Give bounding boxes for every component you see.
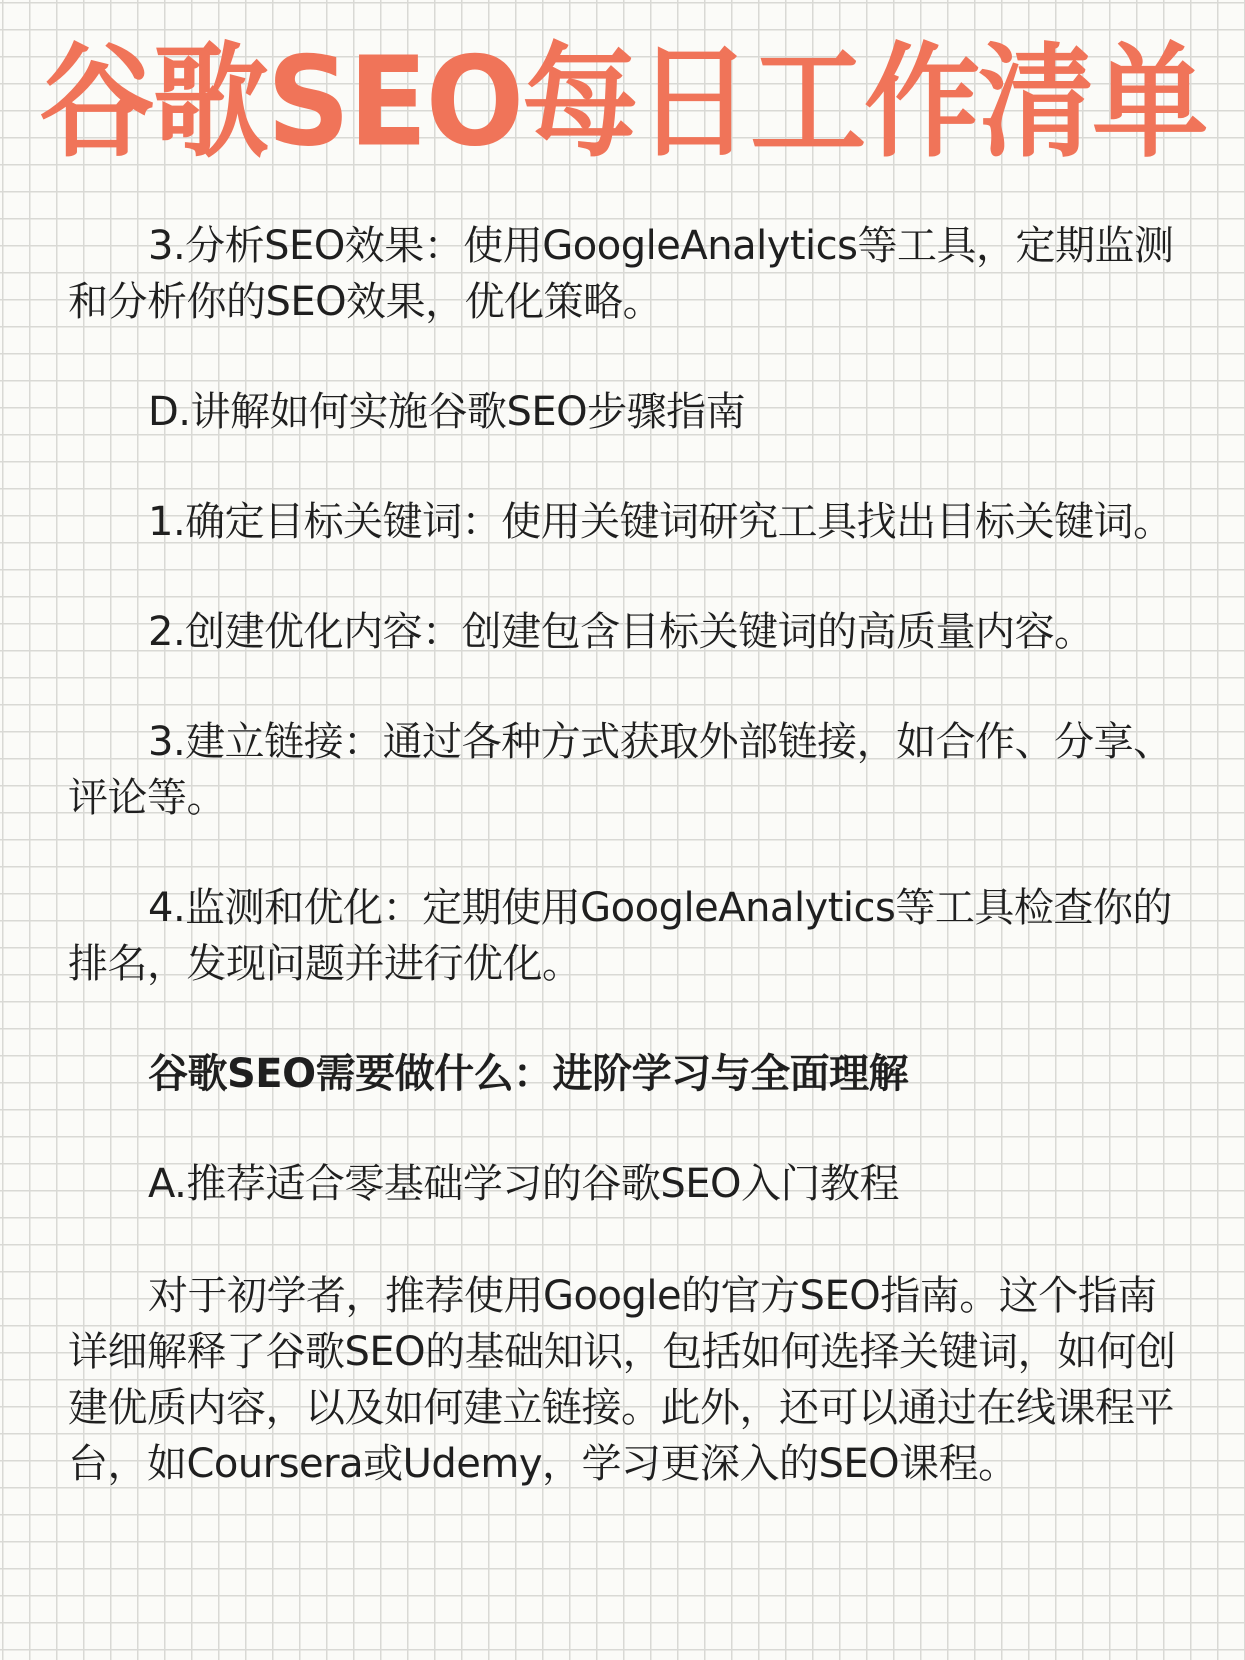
paragraph-analyze-seo: 3.分析SEO效果：使用GoogleAnalytics等工具，定期监测和分析你的SEO效果，优化策略。 — [68, 223, 1174, 325]
paragraph-beginner-guide: 对于初学者，推荐使用Google的官方SEO指南。这个指南详细解释了谷歌SEO的基础知识，包括如何选择关键词，如何创建优质内容，以及如何建立链接。此外，还可以通过在线课程平台，如Coursera或Udemy，学习更深入的SEO课程。 — [68, 1273, 1176, 1487]
article-body — [68, 218, 1178, 1492]
paragraph-step-content: 2.创建优化内容：创建包含目标关键词的高质量内容。 — [148, 609, 1094, 655]
paragraph-step-monitor: 4.监测和优化：定期使用GoogleAnalytics等工具检查你的排名，发现问题并进行优化。 — [68, 885, 1172, 987]
page-title: 谷歌SEO每日工作清单 — [38, 30, 1207, 175]
paragraph-step-keywords: 1.确定目标关键词：使用关键词研究工具找出目标关键词。 — [148, 499, 1173, 545]
section-heading-advanced: 谷歌SEO需要做什么：进阶学习与全面理解 — [148, 1051, 909, 1097]
paragraph-section-d-heading: D.讲解如何实施谷歌SEO步骤指南 — [148, 389, 746, 435]
paragraph-section-a-heading: A.推荐适合零基础学习的谷歌SEO入门教程 — [148, 1161, 900, 1207]
paragraph-step-links: 3.建立链接：通过各种方式获取外部链接，如合作、分享、评论等。 — [68, 719, 1173, 821]
